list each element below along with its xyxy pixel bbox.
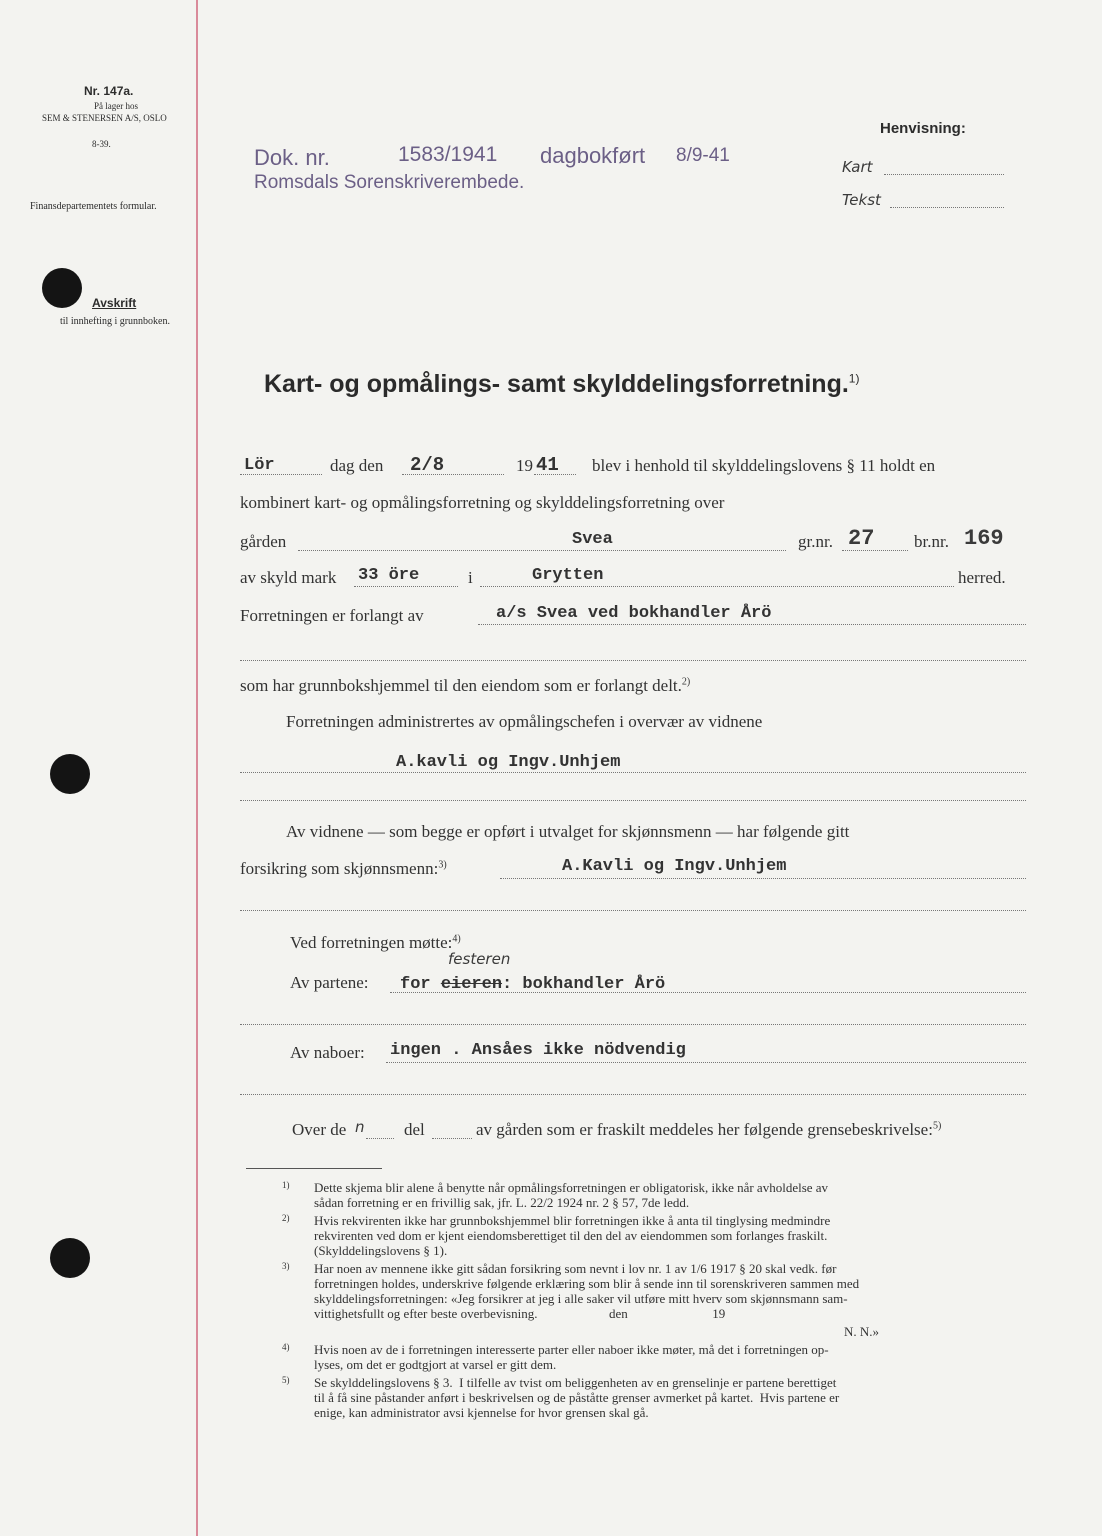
skyld-value: 33 öre xyxy=(358,566,420,585)
combined-line: kombinert kart- og opmålingsforretning og skylddelingsforretning over xyxy=(240,493,725,512)
reference-title: Henvisning: xyxy=(880,120,966,137)
dagbok-label: dagbokført xyxy=(540,143,646,168)
punch-hole-top xyxy=(42,268,82,308)
oath-sup: 3) xyxy=(438,859,447,871)
footnote-line: til å få sine påstander anført i beskrivelsen og de påståtte grenser avmerket på kartet. Hvis partene er xyxy=(314,1390,840,1405)
dok-number: 1583/1941 xyxy=(398,143,498,166)
over-sup: 5) xyxy=(932,1120,942,1132)
grunnbok-sup: 2) xyxy=(681,676,691,688)
footnote-line: (Skylddelingslovens § 1). xyxy=(314,1243,448,1258)
requested-value: a/s Svea ved bokhandler Årö xyxy=(496,604,772,623)
footnote-line: Har noen av mennene ikke gitt sådan forsikring som nevnt i lov nr. 1 av 1/6 1917 § 20 skal vedk. før xyxy=(314,1261,837,1276)
over-del: del xyxy=(404,1120,425,1139)
oath-value: A.Kavli og Ingv.Unhjem xyxy=(562,857,787,876)
grunnbok-text: som har grunnbokshjemmel til den eiendom som er forlangt delt. xyxy=(240,676,682,695)
skyld-label: av skyld mark xyxy=(240,568,337,587)
footnote-line: Hvis noen av de i forretningen interesserte parter eller naboer ikke møter, må det i forretningen op- xyxy=(314,1342,829,1357)
year-prefix: 19 xyxy=(516,456,533,475)
footnote-number: 3) xyxy=(282,1261,290,1271)
neighbours-line-2 xyxy=(240,1094,1026,1095)
punch-hole-bottom xyxy=(50,1238,90,1278)
oath-line1: Av vidnene — som begge er opført i utvalget for skjønnsmenn — har følgende gitt xyxy=(286,822,850,841)
parties-label: Av partene: xyxy=(290,973,369,992)
neighbours-line xyxy=(386,1062,1026,1063)
dok-label: Dok. nr. xyxy=(254,145,330,170)
footnote-line: Se skylddelingslovens § 3. I tilfelle av tvist om beliggenheten av en grenselinje er partene berettiget xyxy=(314,1375,837,1390)
attended-sup: 4) xyxy=(452,933,461,945)
footnote-line: Dette skjema blir alene å benytte når opmålingsforretningen er obligatorisk, ikke når avholdelse av xyxy=(314,1180,829,1195)
footnote-line: vittighetsfullt og efter beste overbevisning. den 19 xyxy=(314,1306,726,1321)
grunnbok-line xyxy=(240,676,690,696)
reference-kart: Kart xyxy=(842,158,873,176)
publisher-line1: På lager hos xyxy=(94,101,138,111)
day-value: Lör xyxy=(244,456,275,475)
document-title-sup: 1) xyxy=(848,371,860,386)
oath-line-blank xyxy=(240,910,1026,911)
requested-label: Forretningen er forlangt av xyxy=(240,606,424,625)
over-rest xyxy=(476,1120,941,1140)
witness-line xyxy=(240,772,1026,773)
punch-hole-middle xyxy=(50,754,90,794)
herred-line xyxy=(480,586,954,587)
footnote-separator xyxy=(246,1168,382,1169)
grnr-value: 27 xyxy=(848,526,875,551)
margin-line xyxy=(196,0,198,1536)
year-line xyxy=(534,474,576,475)
footnote-line: Hvis rekvirenten ikke har grunnbokshjemmel blir forretningen ikke å anta til tinglysing medmindre xyxy=(314,1213,831,1228)
footnote-line: enige, kan administrator avsi kjennelse for hvor grensen skal gå. xyxy=(314,1405,649,1420)
footnote-line: rekvirenten ved dom er kjent eiendomsberettiget til den del av eiendommen som forlanges fraskilt. xyxy=(314,1228,828,1243)
parties-handwritten: festeren xyxy=(448,950,511,968)
attended-text: Ved forretningen møtte: xyxy=(290,933,453,952)
i-label: i xyxy=(468,568,473,587)
parties-struck: eieren xyxy=(440,975,503,994)
over-label: Over de xyxy=(292,1120,347,1139)
document-title xyxy=(264,370,859,399)
form-number: Nr. 147a. xyxy=(84,84,134,98)
dagbok-date: 8/9-41 xyxy=(676,145,730,166)
over-rest-text: av gården som er fraskilt meddeles her følgende grensebeskrivelse: xyxy=(476,1120,933,1139)
footnote-line: sådan forretning er en frivillig sak, jfr. L. 22/2 1924 nr. 2 § 57, 7de ledd. xyxy=(314,1195,690,1210)
year-value: 41 xyxy=(536,454,559,476)
grnr-label: gr.nr. xyxy=(798,532,833,551)
farm-line xyxy=(298,550,786,551)
requested-line xyxy=(478,624,1026,625)
document-title-text: Kart- og opmålings- samt skylddelingsforretning. xyxy=(264,370,849,398)
oath-line2 xyxy=(240,859,447,879)
grnr-line xyxy=(842,550,908,551)
parties-rest: : bokhandler Årö xyxy=(502,975,666,994)
brnr-value: 169 xyxy=(964,526,1004,551)
reference-tekst: Tekst xyxy=(842,191,881,209)
day-label: dag den xyxy=(330,456,384,475)
footnote-number: 5) xyxy=(282,1375,290,1385)
footnote-number: 2) xyxy=(282,1213,290,1223)
footnote-number: 4) xyxy=(282,1342,290,1352)
requested-line-2 xyxy=(240,660,1026,661)
brnr-label: br.nr. xyxy=(914,532,949,551)
reference-tekst-line xyxy=(890,207,1004,208)
copy-note-subtitle: til innhefting i grunnboken. xyxy=(60,316,170,327)
skyld-line xyxy=(354,586,458,587)
office-stamp: Romsdals Sorenskriverembede. xyxy=(254,172,525,193)
attended-line xyxy=(290,933,461,953)
day-line xyxy=(240,474,322,475)
intro-rest: blev i henhold til skylddelingslovens § 11 holdt en xyxy=(592,456,936,475)
date-line xyxy=(402,474,504,475)
oath-value-line xyxy=(500,878,1026,879)
reference-kart-line xyxy=(884,174,1004,175)
parties-line-2 xyxy=(240,1024,1026,1025)
herred-value: Grytten xyxy=(532,566,604,585)
footnote-line: lyses, om det er godtgjort at varsel er gitt dem. xyxy=(314,1357,557,1372)
farm-label: gården xyxy=(240,532,287,551)
date-value: 2/8 xyxy=(410,454,445,476)
neighbours-value: ingen . Ansåes ikke nödvendig xyxy=(390,1041,686,1060)
footnote-number: 1) xyxy=(282,1180,290,1190)
footnote-line: skylddelingsforretningen: «Jeg forsikrer at jeg i alle saker vil utføre mitt hverv som skjønnsmann sam- xyxy=(314,1291,848,1306)
publisher-line2: SEM & STENERSEN A/S, OSLO xyxy=(42,113,167,123)
herred-label: herred. xyxy=(958,568,1006,587)
admin-line: Forretningen administrertes av opmålingschefen i overvær av vidnene xyxy=(286,712,763,731)
neighbours-label: Av naboer: xyxy=(290,1043,365,1062)
over-line-a xyxy=(366,1138,394,1139)
farm-value: Svea xyxy=(572,530,613,549)
parties-prefix: for xyxy=(400,975,431,994)
ministry-label: Finansdepartementets formular. xyxy=(30,201,157,212)
copy-note-title: Avskrift xyxy=(92,296,137,310)
parties-value xyxy=(400,975,665,994)
over-handwritten: n xyxy=(355,1118,365,1136)
form-edition: 8-39. xyxy=(92,139,111,149)
oath-line2-text: forsikring som skjønnsmenn: xyxy=(240,859,439,878)
footnote-line: N. N.» xyxy=(844,1324,880,1339)
footnote-line: forretningen holdes, underskrive følgende erklæring som blir å sende inn til sorenskriveren sammen med xyxy=(314,1276,860,1291)
witness-line-2 xyxy=(240,800,1026,801)
over-line-b xyxy=(432,1138,472,1139)
witnesses-value: A.kavli og Ingv.Unhjem xyxy=(396,753,621,772)
